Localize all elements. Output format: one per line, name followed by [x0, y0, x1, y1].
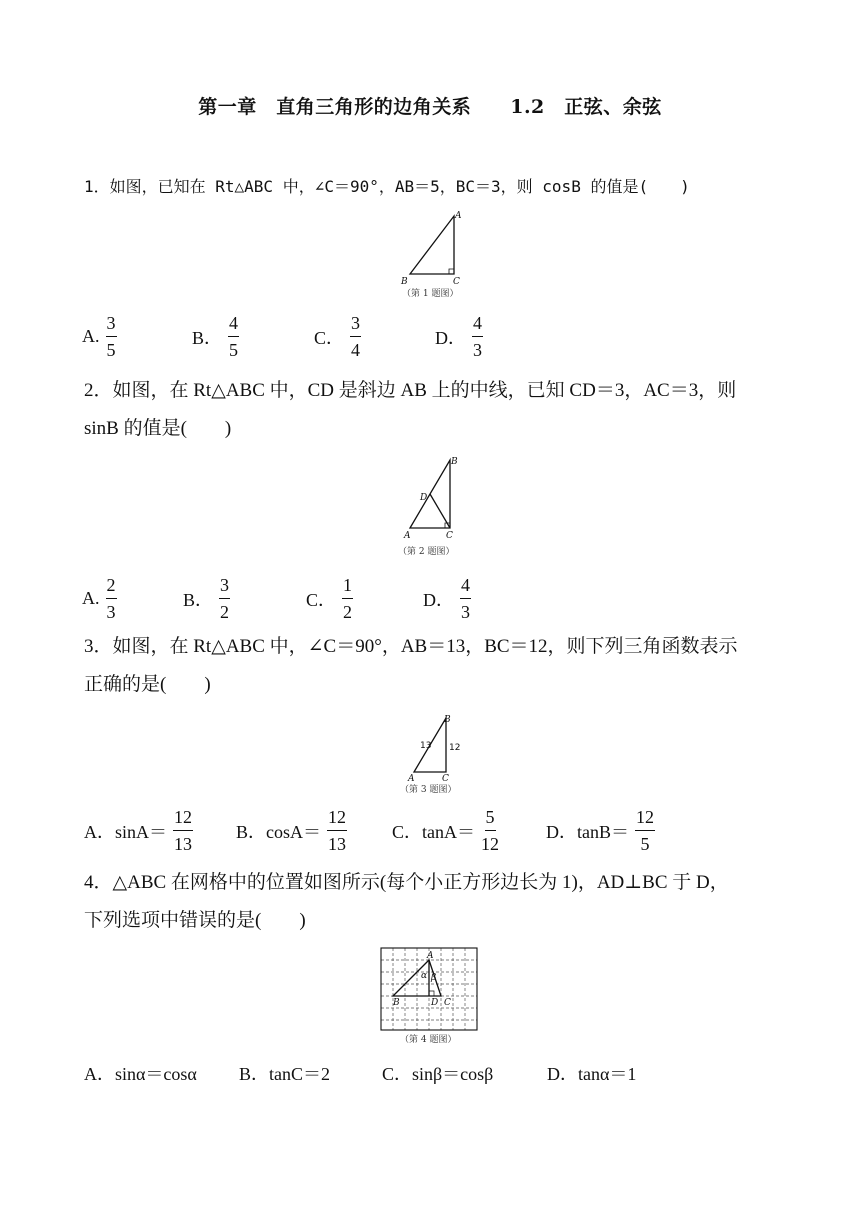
q2-option-a[interactable]: A. $\frac{2}{3}$ — [82, 575, 116, 622]
figure-2-caption: （第 2 题图） — [398, 547, 455, 557]
figure-4-label-beta: β — [431, 973, 437, 983]
figure-4-label-d: D — [431, 998, 439, 1008]
q3-option-a[interactable]: A．sinA＝ $\frac{12}{13}$ — [84, 807, 193, 854]
question-4-text: 4．△ABC 在网格中的位置如图所示(每个小正方形边长为 1)，AD⊥BC 于 D， 下列选项中错误的是( ) — [84, 872, 729, 931]
q3-option-c[interactable]: C．tanA＝ $\frac{5}{12}$ — [392, 807, 499, 854]
figure-4-label-a: A — [427, 951, 434, 961]
q1-option-b[interactable]: B． $\frac{4}{5}$ — [192, 313, 239, 360]
q1-option-d[interactable]: D． $\frac{4}{3}$ — [435, 313, 482, 360]
figure-2-label-a: A — [404, 531, 411, 541]
figure-3-label-b: B — [444, 715, 451, 725]
figure-4-label-b: B — [393, 998, 400, 1008]
figure-2-label-b: B — [451, 457, 458, 467]
q2-option-c[interactable]: C． $\frac{1}{2}$ — [306, 575, 353, 622]
q4-option-a[interactable]: A．sinα＝cosα — [84, 1064, 197, 1084]
question-4-figure — [378, 944, 482, 1048]
q4-option-b[interactable]: B．tanC＝2 — [239, 1064, 331, 1084]
question-3-text: 3．如图，在 Rt△ABC 中，∠C＝90°，AB＝13，BC＝12，则下列三角函数表示 正确的是( ) — [84, 636, 738, 695]
figure-2-label-c: C — [446, 531, 453, 541]
figure-1-label-b: B — [401, 277, 408, 287]
question-1-figure — [398, 210, 468, 300]
q2-option-d[interactable]: D． $\frac{4}{3}$ — [423, 575, 470, 622]
figure-3-caption: （第 3 题图） — [400, 785, 457, 795]
question-1-text: 1．如图，已知在 Rt△ABC 中，∠C＝90°，AB＝5，BC＝3，则 cosB 的值是( ) — [84, 177, 690, 196]
q1-option-c[interactable]: C． $\frac{3}{4}$ — [314, 313, 361, 360]
q4-option-c[interactable]: C．sinβ＝cosβ — [382, 1064, 494, 1084]
q3-option-d[interactable]: D．tanB＝ $\frac{12}{5}$ — [546, 807, 654, 854]
q1-option-a[interactable]: A. $\frac{3}{5}$ — [82, 313, 116, 360]
question-2-text: 2．如图，在 Rt△ABC 中，CD 是斜边 AB 上的中线，已知 CD＝3，AC＝3，则 sinB 的值是( ) — [84, 380, 737, 439]
figure-1-label-a: A — [455, 211, 462, 221]
figure-2-label-d: D — [420, 493, 428, 503]
figure-4-label-alpha: α — [421, 971, 428, 981]
figure-1-label-c: C — [453, 277, 460, 287]
figure-3-side-bc: 12 — [449, 743, 461, 753]
figure-3-label-a: A — [408, 774, 415, 784]
q3-option-b[interactable]: B．cosA＝ $\frac{12}{13}$ — [236, 807, 346, 854]
question-3-figure — [398, 712, 478, 802]
figure-4-caption: （第 4 题图） — [400, 1035, 457, 1045]
q2-option-b[interactable]: B． $\frac{3}{2}$ — [183, 575, 230, 622]
figure-1-caption: （第 1 题图） — [402, 289, 459, 299]
question-2-figure — [396, 452, 476, 562]
page-title: 第一章 直角三角形的边角关系 1.2 正弦、余弦 — [198, 96, 662, 118]
figure-3-label-c: C — [442, 774, 449, 784]
figure-3-side-ab: 13 — [420, 741, 432, 751]
figure-4-label-c: C — [444, 998, 451, 1008]
q4-option-d[interactable]: D．tanα＝1 — [547, 1064, 637, 1084]
